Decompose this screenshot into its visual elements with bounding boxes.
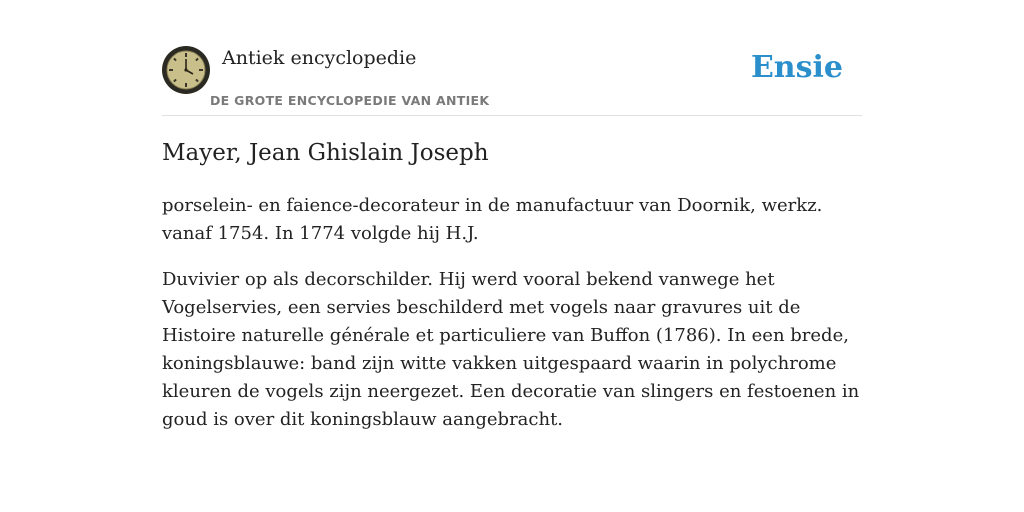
ensie-logo-link[interactable]: Ensie (750, 50, 843, 85)
site-name[interactable]: Antiek encyclopedie (222, 47, 417, 69)
article-paragraph: Duvivier op als decorschilder. Hij werd vooral bekend vanwege het Vogelservies, een servies beschilderd met vogels naar gravures uit de Histoire naturelle générale et particuliere van Buffon (1786). In een brede, koningsblauwe: band zijn witte vakken uitgespaard waarin in polychrome kleuren de vogels zijn neergezet. Een decoratie van slingers en festoenen in goud is over dit koningsblauw aangebracht. (162, 269, 860, 430)
site-tagline: DE GROTE ENCYCLOPEDIE VAN ANTIEK (210, 93, 490, 108)
article-paragraph: porselein- en faience-decorateur in de manufactuur van Doornik, werkz. vanaf 1754. In 1774 volgde hij H.J. (162, 195, 823, 244)
site-header (162, 46, 862, 116)
header-divider (162, 115, 862, 116)
article-title: Mayer, Jean Ghislain Joseph (162, 140, 489, 166)
article-body (162, 192, 862, 452)
clock-icon[interactable] (162, 46, 210, 94)
